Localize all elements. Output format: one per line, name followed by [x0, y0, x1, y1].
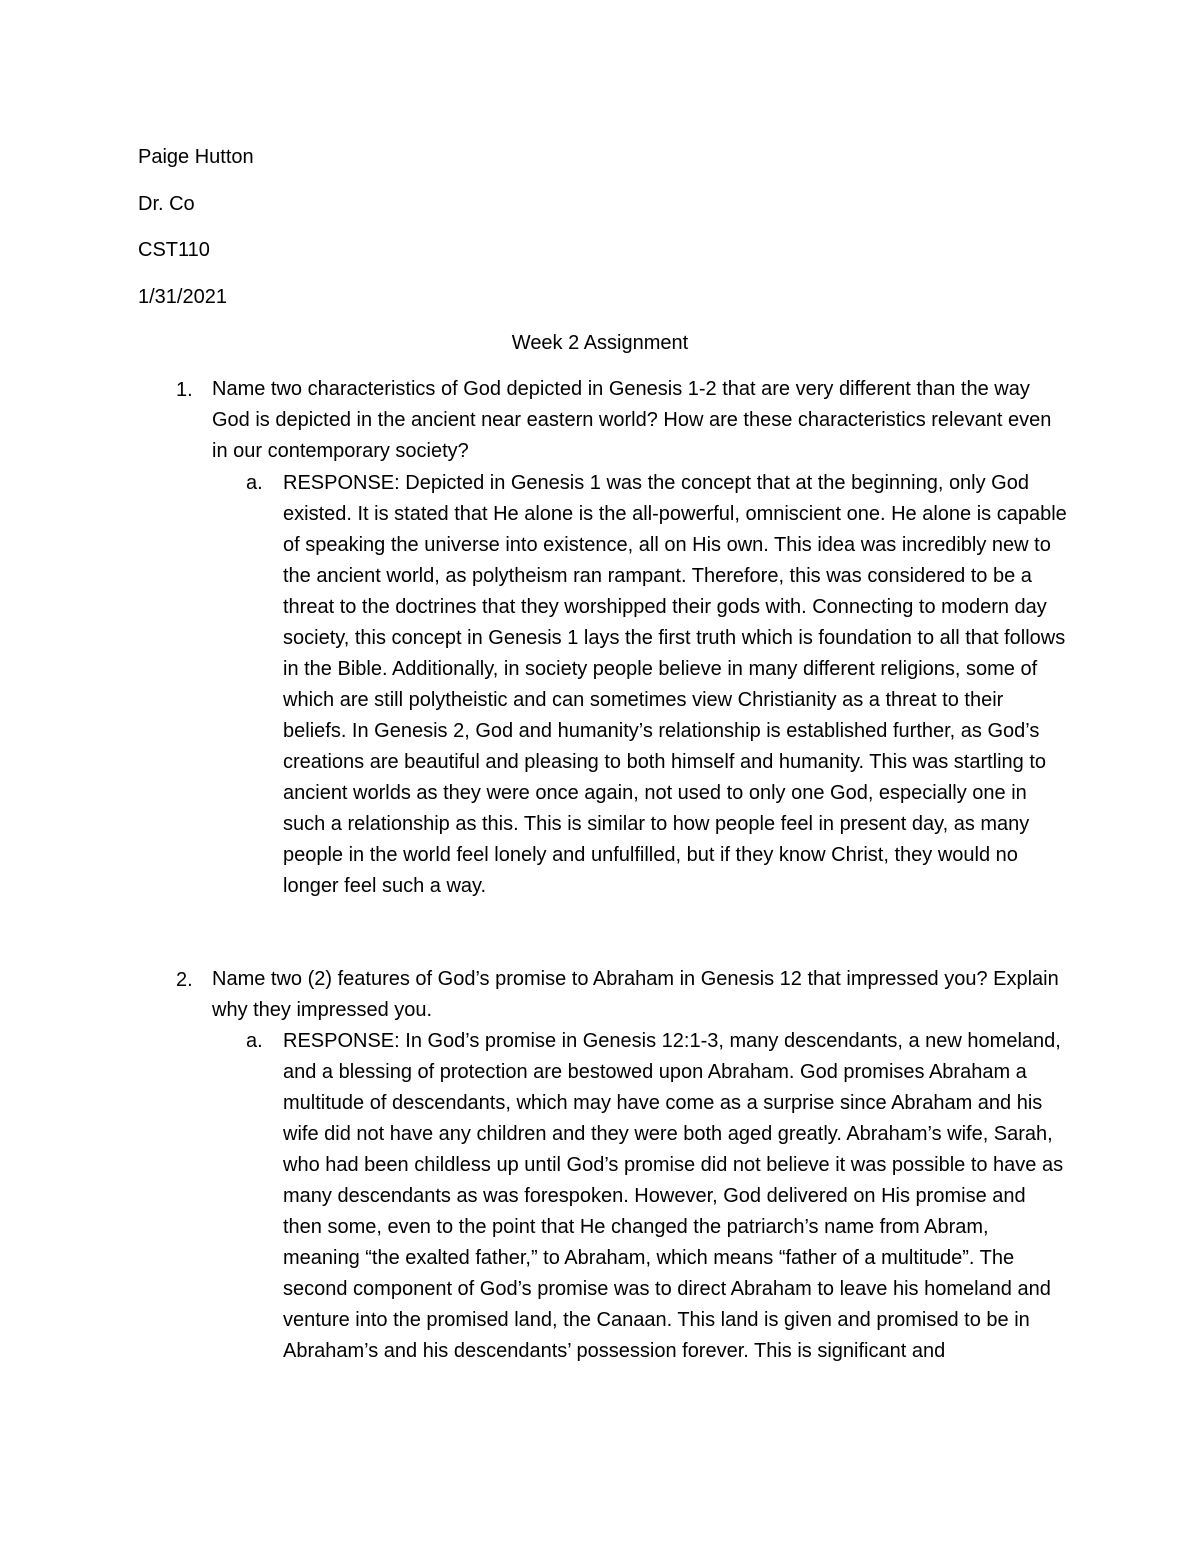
question-2-response-marker: a.: [246, 1030, 263, 1052]
instructor-name: Dr. Co: [138, 193, 195, 215]
student-name: Paige Hutton: [138, 146, 254, 168]
document-title: Week 2 Assignment: [511, 332, 689, 354]
question-1-response: RESPONSE: Depicted in Genesis 1 was the concept that at the beginning, only God existed. It is stated that He alone is the all-powerful, omniscient one. He alone is capable of speaking the universe into existence, all on His own. This idea was incredibly new to the ancient world, as polytheism ran rampant. Therefore, this was considered to be a threat to the doctrines that they worshipped their gods with. Connecting to modern day society, this concept in Genesis 1 lays the first truth which is foundation to all that follows in the Bible. Additionally, in society people believe in many different religions, some of which are still polytheistic and can sometimes view Christianity as a threat to their beliefs. In Genesis 2, God and humanity’s relationship is established further, as God’s creations are beautiful and pleasing to both himself and humanity. This was startling to ancient worlds as they were once again, not used to only one God, especially one in such a relationship as this. This is similar to how people feel in present day, as many people in the world feel lonely and unfulfilled, but if they know Christ, they would no longer feel such a way.: [283, 472, 1067, 897]
question-2-text: Name two (2) features of God’s promise to Abraham in Genesis 12 that impressed you? Explain why they impressed you.: [212, 968, 1059, 1021]
question-1-response-marker: a.: [246, 472, 263, 494]
question-2-response: RESPONSE: In God’s promise in Genesis 12:1-3, many descendants, a new homeland, and a blessing of protection are bestowed upon Abraham. God promises Abraham a multitude of descendants, which may have come as a surprise since Abraham and his wife did not have any children and they were both aged greatly. Abraham’s wife, Sarah, who had been childless up until God’s promise did not believe it was possible to have as many descendants as was forespoken. However, God delivered on His promise and then some, even to the point that He changed the patriarch’s name from Abram, meaning “the exalted father,” to Abraham, which means “father of a multitude”. The second component of God’s promise was to direct Abraham to leave his homeland and venture into the promised land, the Canaan. This land is given and promised to be in Abraham’s and his descendants’ possession forever. This is significant and: [283, 1030, 1064, 1362]
question-1-number: 1.: [176, 379, 193, 401]
assignment-date: 1/31/2021: [138, 286, 227, 308]
question-2-number: 2.: [176, 969, 193, 991]
question-1-text: Name two characteristics of God depicted in Genesis 1-2 that are very different than the way God is depicted in the ancient near eastern world? How are these characteristics relevant even in our contemporary society?: [212, 378, 1052, 462]
course-code: CST110: [138, 239, 210, 261]
